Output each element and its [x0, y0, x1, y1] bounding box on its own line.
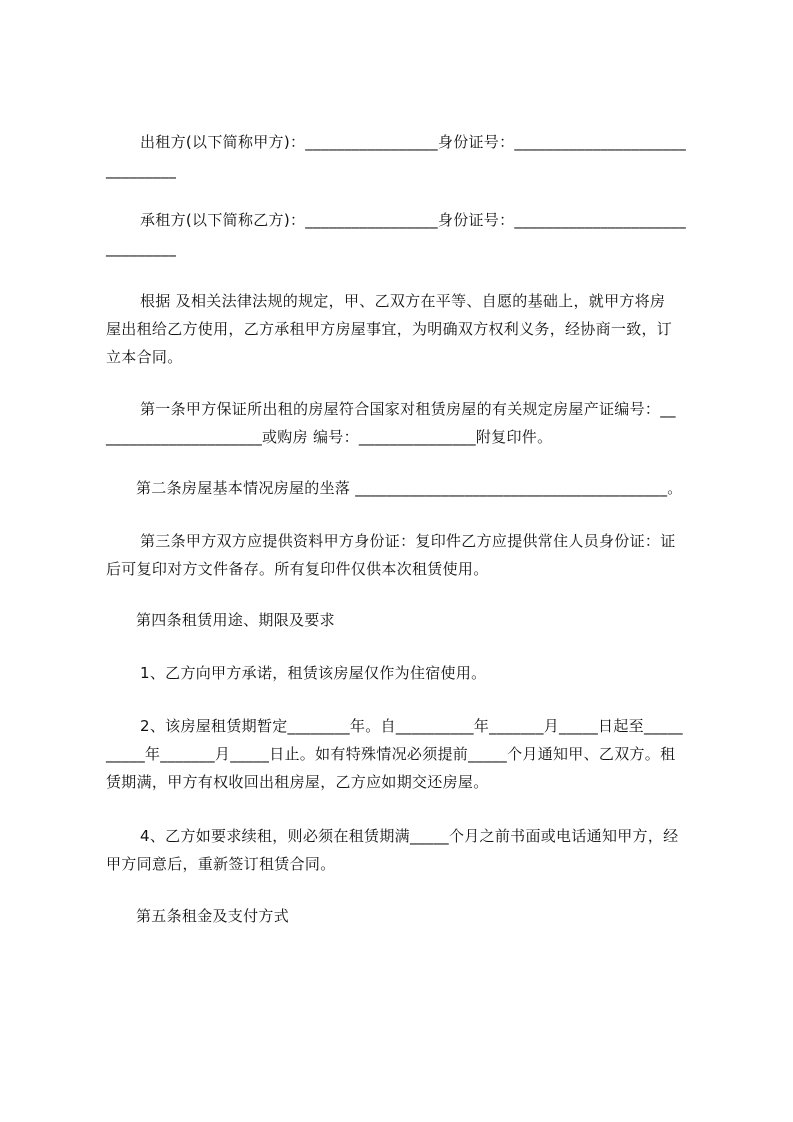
- clause-2-line-1: 2、该房屋租赁期暂定________年。自__________年_______月_____日起至_____: [140, 717, 683, 735]
- clause-2-line-3: 赁期满，甲方有权收回出租房屋，乙方应如期交还房屋。: [106, 773, 489, 791]
- clause-1-line: 1、乙方向甲方承诺，租赁该房屋仅作为住宿使用。: [140, 664, 487, 682]
- article-1-line-2: ____________________或购房 编号：_______________附复印件。: [106, 428, 553, 446]
- preamble-line-2: 屋出租给乙方使用，乙方承租甲方房屋事宜，为明确双方权利义务，经协商一致，订: [106, 320, 673, 338]
- article-5-heading: 第五条租金及支付方式: [136, 907, 290, 925]
- clause-2-line-2: _____年_______月_____日止。如有特殊情况必须提前_____个月通知甲、乙双方。租: [106, 745, 676, 763]
- clause-4-line-2: 甲方同意后，重新签订租赁合同。: [106, 855, 336, 873]
- article-3-line-2: 后可复印对方文件备存。所有复印件仅供本次租赁使用。: [106, 560, 489, 578]
- article-3-line-1: 第三条甲方双方应提供资料甲方身份证：复印件乙方应提供常住人员身份证：证: [140, 532, 676, 550]
- article-4-heading: 第四条租赁用途、期限及要求: [136, 611, 335, 629]
- lessee-line: 承租方(以下简称乙方)：_________________身份证号：______________________: [140, 211, 687, 229]
- lessor-line-cont: _________: [106, 161, 177, 179]
- lessor-line: 出租方(以下简称甲方)：_________________身份证号：______________________: [140, 133, 687, 151]
- article-1-line-1: 第一条甲方保证所出租的房屋符合国家对租赁房屋的有关规定房屋产证编号：__: [140, 400, 676, 418]
- lessee-line-cont: _________: [106, 239, 177, 257]
- clause-4-line-1: 4、乙方如要求续租，则必须在租赁期满_____个月之前书面或电话通知甲方，经: [140, 827, 679, 845]
- preamble-line-3: 立本合同。: [106, 348, 183, 366]
- preamble-line-1: 根据 及相关法律法规的规定，甲、乙双方在平等、自愿的基础上，就甲方将房: [140, 292, 666, 310]
- article-2-line: 第二条房屋基本情况房屋的坐落 ________________________________________。: [136, 479, 683, 497]
